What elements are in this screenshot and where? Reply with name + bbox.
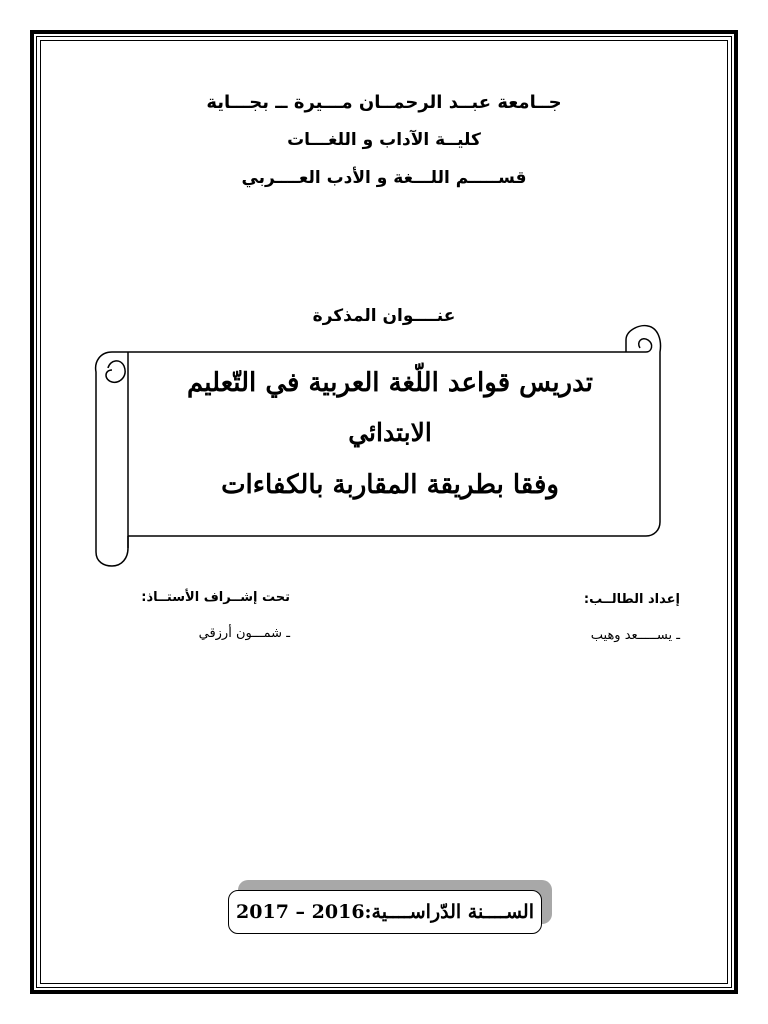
thesis-title-line-2: الابتدائي <box>348 418 432 447</box>
student-name: ـ يســـــعد وهيب <box>590 628 680 643</box>
academic-year-text: الســــنة الدّراســــية:2016 – 2017 <box>236 901 534 923</box>
thesis-title-line-1: تدريس قواعد اللّغة العربية في التّعليم <box>186 368 593 398</box>
thesis-title-line-3: وفقا بطريقة المقاربة بالكفاءات <box>221 470 559 500</box>
university-name: جــامعة عبــد الرحمــان مـــيرة ــ بجـــاية <box>206 92 562 113</box>
supervisor-name: ـ شمـــون أرزقي <box>198 626 290 641</box>
student-label: إعداد الطالــب: <box>583 592 680 607</box>
thesis-title-label: عنــــوان المذكرة <box>312 306 456 326</box>
academic-year-box <box>228 890 542 934</box>
faculty-name: كليــة الآداب و اللغـــات <box>287 130 481 150</box>
department-name: قســـــم اللـــغة و الأدب العــــربي <box>241 168 527 188</box>
supervisor-label: تحت إشــراف الأستــاذ: <box>141 590 290 605</box>
